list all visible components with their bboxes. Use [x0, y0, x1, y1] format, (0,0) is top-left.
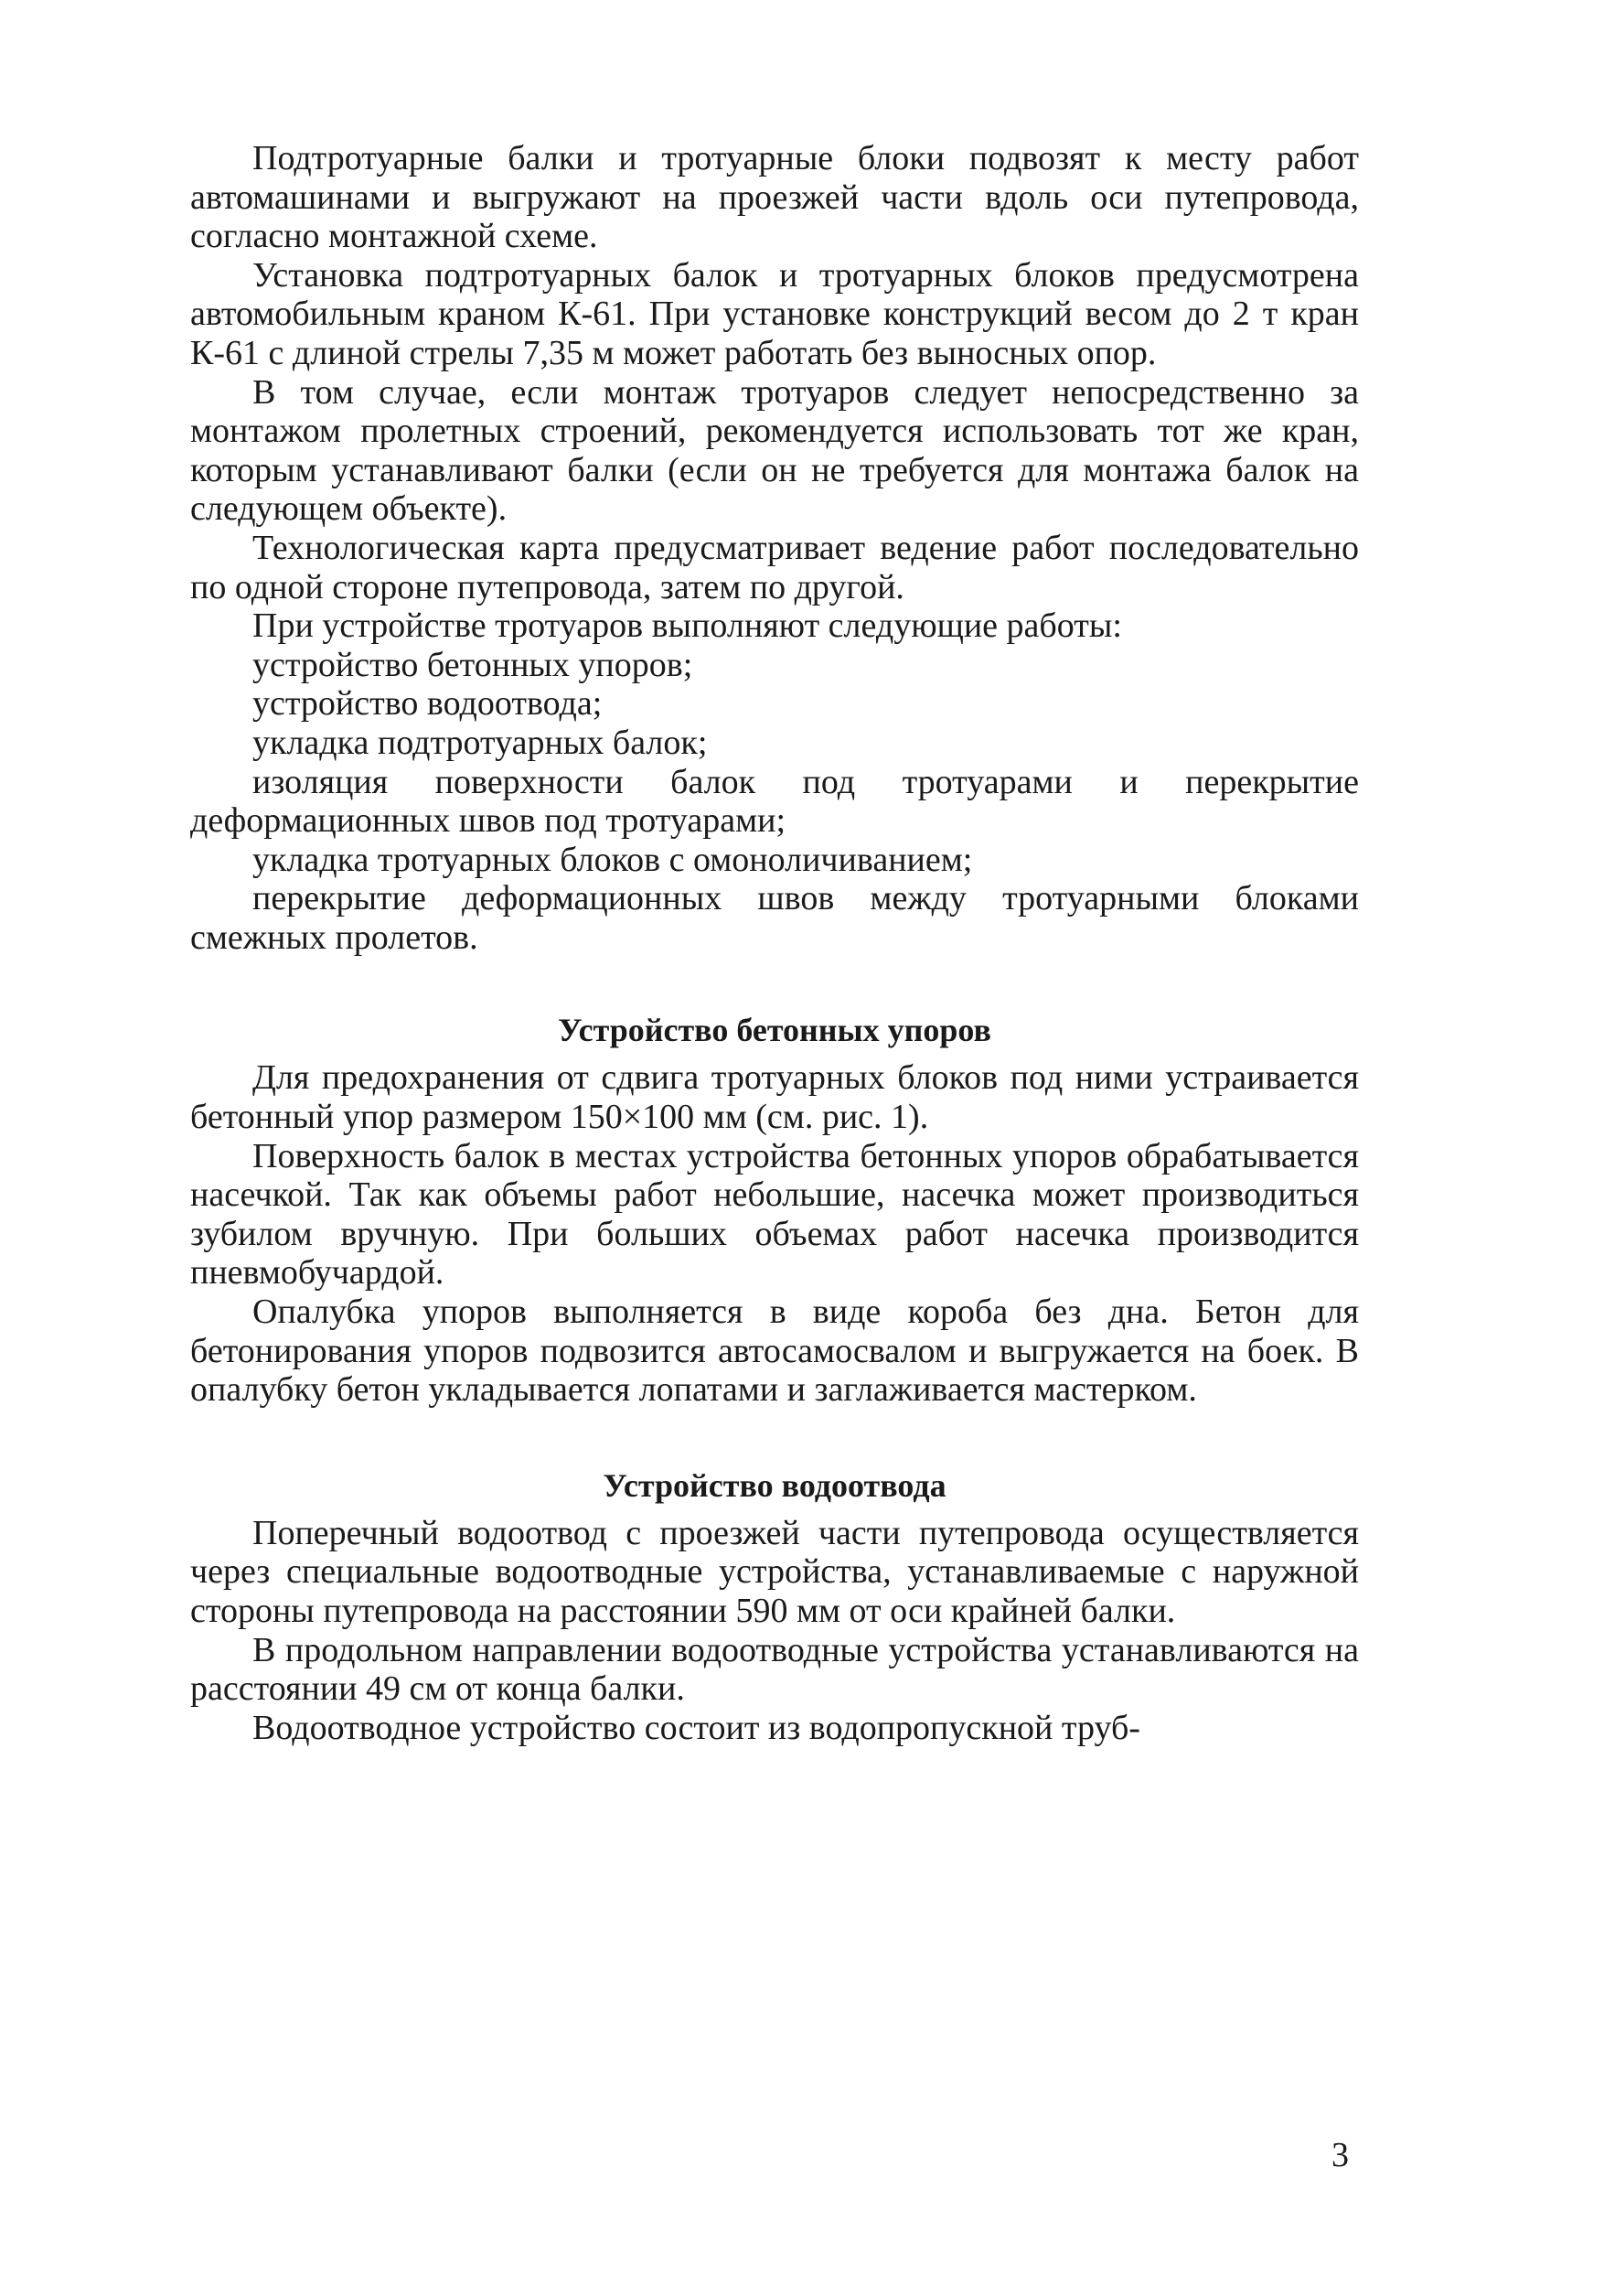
- paragraph: В продольном направлении водоотводные устройства устанавливаются на расстоянии 49 см от конца балки.: [190, 1630, 1359, 1709]
- paragraph: Подтротуарные балки и тротуарные блоки подвозят к месту работ автомашинами и выгружают на проезжей части вдоль оси путепровода, согласно монтажной схеме.: [190, 139, 1359, 256]
- paragraph: Для предохранения от сдвига тротуарных блоков под ними устраивается бетонный упор размером 150×100 мм (см. рис. 1).: [190, 1058, 1359, 1137]
- paragraph: Поперечный водоотвод с проезжей части путепровода осуществляется через специальные водоотводные устройства, устанавливаемые с наружной стороны путепровода на расстоянии 590 мм от оси крайней балки.: [190, 1513, 1359, 1630]
- section-heading: Устройство водоотвода: [603, 1466, 946, 1504]
- list-item: устройство бетонных упоров;: [252, 645, 693, 684]
- paragraph: В том случае, если монтаж тротуаров следует непосредственно за монтажом пролетных строений, рекомендуется использовать тот же кран, которым устанавливают балки (если он не требуется для монтажа балок на следующем объекте).: [190, 372, 1359, 529]
- paragraph: Установка подтротуарных балок и тротуарных блоков предусмотрена автомобильным краном К-61. При установке конструкций весом до 2 т кран К-61 с длиной стрелы 7,35 м может работать без выносных опор.: [190, 255, 1359, 372]
- list-item: устройство водоотвода;: [252, 684, 603, 724]
- page-number: 3: [1331, 2136, 1349, 2174]
- paragraph: Водоотводное устройство состоит из водопропускной труб-: [252, 1708, 1140, 1747]
- list-item: укладка подтротуарных балок;: [252, 723, 708, 762]
- section-heading: Устройство бетонных упоров: [558, 1012, 991, 1049]
- works-intro: При устройстве тротуаров выполняют следующие работы:: [252, 606, 1122, 646]
- paragraph: Технологическая карта предусматривает ведение работ последовательно по одной стороне путепровода, затем по другой.: [190, 528, 1359, 606]
- list-item: укладка тротуарных блоков с омоноличиванием;: [252, 840, 973, 879]
- list-item: перекрытие деформационных швов между тротуарными блоками смежных пролетов.: [190, 879, 1359, 957]
- paragraph: Поверхность балок в местах устройства бетонных упоров обрабатывается насечкой. Так как объемы работ небольшие, насечка может производиться зубилом вручную. При больших объемах работ насечка производится пневмобучардой.: [190, 1136, 1359, 1293]
- page-body: [190, 139, 1359, 1747]
- paragraph: Опалубка упоров выполняется в виде короба без дна. Бетон для бетонирования упоров подвозится автосамосвалом и выгружается на боек. В опалубку бетон укладывается лопатами и заглаживается мастерком.: [190, 1293, 1359, 1410]
- list-item: изоляция поверхности балок под тротуарами и перекрытие деформационных швов под тротуарами;: [190, 762, 1359, 841]
